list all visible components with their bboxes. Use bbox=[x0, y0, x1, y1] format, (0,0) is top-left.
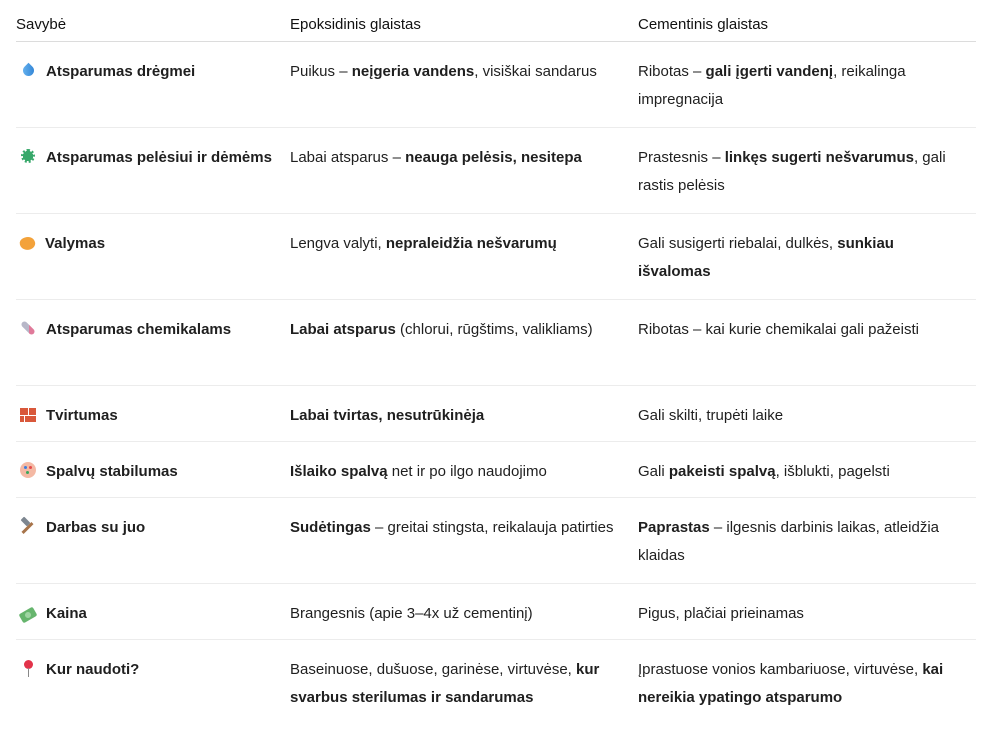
property-cell: Atsparumas chemikalams bbox=[16, 300, 290, 385]
property-cell: Darbas su juo bbox=[16, 498, 290, 583]
hammer-icon bbox=[20, 518, 36, 534]
epoxy-cell: Labai atsparus (chlorui, rūgštims, valikliams) bbox=[290, 321, 593, 338]
header-epoxy: Epoksidinis glaistas bbox=[290, 16, 421, 33]
header-cement: Cementinis glaistas bbox=[638, 16, 769, 33]
droplet-icon bbox=[21, 63, 37, 79]
table-row bbox=[16, 584, 976, 640]
property-cell: Spalvų stabilumas bbox=[16, 442, 290, 497]
microbe-icon bbox=[20, 148, 36, 164]
money-icon bbox=[19, 607, 38, 624]
property-cell: Valymas bbox=[16, 214, 290, 299]
table-row bbox=[16, 128, 976, 214]
epoxy-cell: Lengva valyti, nepraleidžia nešvarumų bbox=[290, 235, 557, 252]
table-row bbox=[16, 442, 976, 498]
pushpin-icon bbox=[20, 660, 36, 676]
property-cell: Kur naudoti? bbox=[16, 640, 290, 750]
sponge-icon bbox=[18, 235, 37, 252]
palette-icon bbox=[20, 462, 36, 478]
epoxy-cell: Labai atsparus – neauga pelėsis, nesitepa bbox=[290, 149, 582, 166]
comparison-table bbox=[16, 0, 976, 750]
epoxy-cell: Sudėtingas – greitai stingsta, reikalauja patirties bbox=[290, 519, 614, 536]
epoxy-cell: Puikus – neįgeria vandens, visiškai sandarus bbox=[290, 63, 597, 80]
cement-cell: Ribotas – kai kurie chemikalai gali pažeisti bbox=[638, 321, 919, 338]
property-cell: Kaina bbox=[16, 584, 290, 639]
epoxy-cell: Labai tvirtas, nesutrūkinėja bbox=[290, 407, 485, 424]
table-row bbox=[16, 386, 976, 442]
cement-cell: Gali skilti, trupėti laike bbox=[638, 407, 784, 424]
epoxy-cell: Išlaiko spalvą net ir po ilgo naudojimo bbox=[290, 463, 547, 480]
test-tube-icon bbox=[20, 320, 36, 336]
table-row bbox=[16, 640, 976, 750]
table-row bbox=[16, 498, 976, 584]
table-row bbox=[16, 214, 976, 300]
cement-cell: Ribotas – gali įgerti vandenį, reikalinga impregnacija bbox=[638, 63, 906, 108]
cement-cell: Įprastuose vonios kambariuose, virtuvėse, kai nereikia ypatingo atsparumo bbox=[638, 661, 944, 706]
table-row bbox=[16, 42, 976, 128]
cement-cell: Paprastas – ilgesnis darbinis laikas, atleidžia klaidas bbox=[638, 519, 940, 564]
cement-cell: Prastesnis – linkęs sugerti nešvarumus, gali rastis pelėsis bbox=[638, 149, 946, 194]
cement-cell: Gali susigerti riebalai, dulkės, sunkiau išvalomas bbox=[638, 235, 894, 280]
table-row bbox=[16, 300, 976, 386]
table-header-row bbox=[16, 0, 976, 42]
brick-icon bbox=[20, 408, 36, 422]
property-cell: Atsparumas pelėsiui ir dėmėms bbox=[16, 128, 290, 213]
property-cell: Atsparumas drėgmei bbox=[16, 42, 290, 127]
epoxy-cell: Brangesnis (apie 3–4x už cementinį) bbox=[290, 605, 533, 622]
property-cell: Tvirtumas bbox=[16, 386, 290, 441]
epoxy-cell: Baseinuose, dušuose, garinėse, virtuvėse, kur svarbus sterilumas ir sandarumas bbox=[290, 661, 600, 706]
cement-cell: Pigus, plačiai prieinamas bbox=[638, 605, 804, 622]
cement-cell: Gali pakeisti spalvą, išblukti, pagelsti bbox=[638, 463, 890, 480]
header-property: Savybė bbox=[16, 16, 67, 33]
